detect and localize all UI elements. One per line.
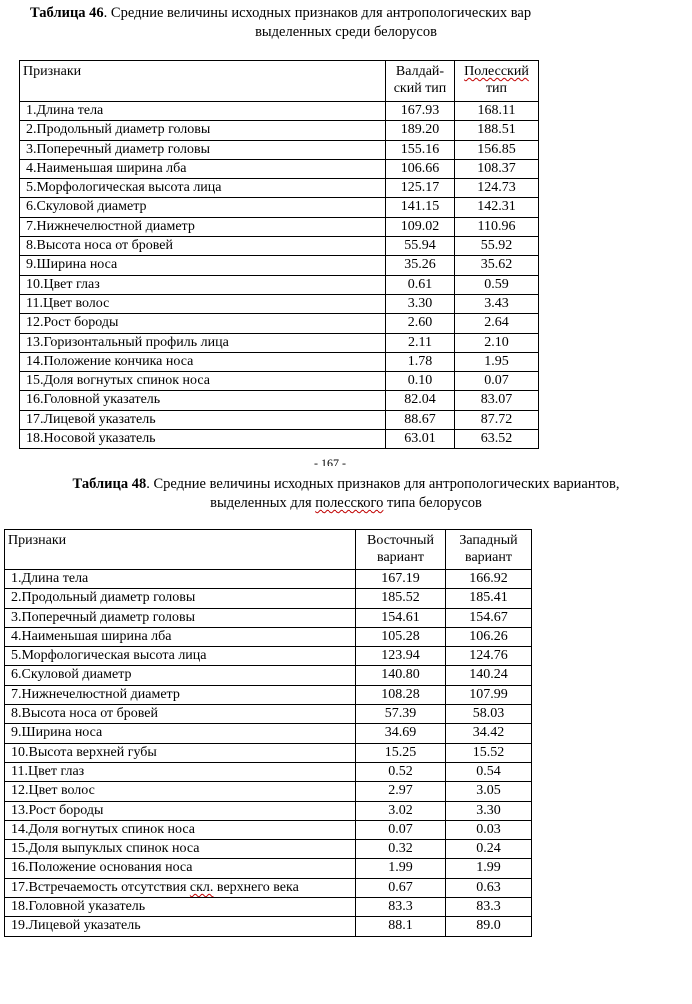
value-cell-2: 83.3 xyxy=(446,898,532,917)
row-label: 14.Доля вогнутых спинок носа xyxy=(5,820,356,839)
value-cell-2: 3.30 xyxy=(446,801,532,820)
value-cell-1: 63.01 xyxy=(386,430,455,449)
table-48-caption-line1 xyxy=(0,475,692,494)
value-cell-1: 2.60 xyxy=(386,314,455,333)
row-label: 13.Рост бороды xyxy=(5,801,356,820)
value-cell-1: 82.04 xyxy=(386,391,455,410)
table-row xyxy=(20,198,539,217)
value-cell-2: 0.07 xyxy=(455,372,539,391)
row-label: 10.Цвет глаз xyxy=(20,275,386,294)
table-row xyxy=(5,705,532,724)
column-header-line: вариант xyxy=(465,550,512,565)
page-number: - 167 - xyxy=(314,457,346,466)
table-row xyxy=(5,782,532,801)
value-cell-2: 168.11 xyxy=(455,102,539,121)
table-row xyxy=(5,898,532,917)
table-46-caption-line2: выделенных среди белорусов xyxy=(255,24,437,40)
value-cell-1: 3.02 xyxy=(356,801,446,820)
value-cell-2: 58.03 xyxy=(446,705,532,724)
value-cell-1: 0.61 xyxy=(386,275,455,294)
table-row xyxy=(5,743,532,762)
row-label-part: 17.Встречаемость отсутствия xyxy=(11,879,190,895)
column-header-line: Восточный xyxy=(367,533,434,548)
column-header-eastern xyxy=(356,530,446,570)
table-46 xyxy=(19,60,539,449)
row-label: 1.Длина тела xyxy=(5,570,356,589)
table-48-caption-bold: Таблица 48 xyxy=(72,476,147,492)
value-cell-1: 57.39 xyxy=(356,705,446,724)
row-label: 8.Высота носа от бровей xyxy=(20,237,386,256)
row-label: 11.Цвет волос xyxy=(20,294,386,313)
table-46-caption-bold: Таблица 46 xyxy=(30,5,104,21)
row-label-flagged-word: скл. xyxy=(189,879,214,895)
table-row xyxy=(5,840,532,859)
row-label: 16.Головной указатель xyxy=(20,391,386,410)
column-header-line: вариант xyxy=(377,550,424,565)
row-label: 19.Лицевой указатель xyxy=(5,917,356,936)
value-cell-1: 15.25 xyxy=(356,743,446,762)
row-label: 16.Положение основания носа xyxy=(5,859,356,878)
table-row xyxy=(20,159,539,178)
table-row xyxy=(5,666,532,685)
value-cell-1: 125.17 xyxy=(386,179,455,198)
row-label: 5.Морфологическая высота лица xyxy=(20,179,386,198)
caption-text-pre: выделенных для xyxy=(210,495,316,511)
value-cell-2: 124.73 xyxy=(455,179,539,198)
value-cell-2: 108.37 xyxy=(455,159,539,178)
value-cell-1: 189.20 xyxy=(386,121,455,140)
row-label: 18.Носовой указатель xyxy=(20,430,386,449)
table-row xyxy=(20,217,539,236)
value-cell-2: 107.99 xyxy=(446,685,532,704)
value-cell-1: 0.32 xyxy=(356,840,446,859)
row-label: 6.Скуловой диаметр xyxy=(20,198,386,217)
table-row xyxy=(5,570,532,589)
table-row xyxy=(5,647,532,666)
row-label: 7.Нижнечелюстной диаметр xyxy=(5,685,356,704)
table-row xyxy=(20,352,539,371)
table-row xyxy=(5,917,532,936)
table-row xyxy=(20,140,539,159)
value-cell-2: 166.92 xyxy=(446,570,532,589)
value-cell-2: 3.05 xyxy=(446,782,532,801)
row-label: 6.Скуловой диаметр xyxy=(5,666,356,685)
value-cell-1: 0.52 xyxy=(356,762,446,781)
value-cell-2: 156.85 xyxy=(455,140,539,159)
column-header-name: Признаки xyxy=(20,61,386,102)
table-46-caption-line1 xyxy=(30,4,590,23)
row-label-part: верхнего века xyxy=(213,879,299,895)
value-cell-2: 83.07 xyxy=(455,391,539,410)
row-label: 4.Наименьшая ширина лба xyxy=(5,627,356,646)
value-cell-1: 0.67 xyxy=(356,878,446,897)
value-cell-2: 87.72 xyxy=(455,410,539,429)
table-row xyxy=(5,589,532,608)
value-cell-1: 154.61 xyxy=(356,608,446,627)
column-header-polesie xyxy=(455,61,539,102)
value-cell-1: 1.78 xyxy=(386,352,455,371)
value-cell-1: 106.66 xyxy=(386,159,455,178)
value-cell-1: 108.28 xyxy=(356,685,446,704)
value-cell-2: 63.52 xyxy=(455,430,539,449)
caption-text-post: типа белорусов xyxy=(383,495,482,511)
row-label: 3.Поперечный диаметр головы xyxy=(20,140,386,159)
table-row xyxy=(20,410,539,429)
value-cell-2: 3.43 xyxy=(455,294,539,313)
value-cell-2: 185.41 xyxy=(446,589,532,608)
value-cell-1: 3.30 xyxy=(386,294,455,313)
table-row xyxy=(20,333,539,352)
value-cell-2: 0.03 xyxy=(446,820,532,839)
table-header-row xyxy=(20,61,539,102)
value-cell-2: 0.59 xyxy=(455,275,539,294)
table-row xyxy=(5,801,532,820)
value-cell-2: 2.64 xyxy=(455,314,539,333)
row-label: 8.Высота носа от бровей xyxy=(5,705,356,724)
table-row xyxy=(20,275,539,294)
table-row xyxy=(5,762,532,781)
column-header-western xyxy=(446,530,532,570)
value-cell-1: 105.28 xyxy=(356,627,446,646)
value-cell-2: 124.76 xyxy=(446,647,532,666)
table-row xyxy=(20,294,539,313)
table-row xyxy=(20,237,539,256)
table-row xyxy=(20,430,539,449)
table-row xyxy=(20,314,539,333)
value-cell-2: 106.26 xyxy=(446,627,532,646)
row-label xyxy=(5,878,356,897)
value-cell-2: 142.31 xyxy=(455,198,539,217)
value-cell-2: 1.99 xyxy=(446,859,532,878)
value-cell-2: 0.24 xyxy=(446,840,532,859)
table-row xyxy=(20,121,539,140)
row-label: 3.Поперечный диаметр головы xyxy=(5,608,356,627)
value-cell-1: 167.19 xyxy=(356,570,446,589)
column-header-name: Признаки xyxy=(5,530,356,570)
table-row xyxy=(5,820,532,839)
row-label: 15.Доля вогнутых спинок носа xyxy=(20,372,386,391)
table-row xyxy=(20,102,539,121)
table-48-caption-text: . Средние величины исходных признаков для антропологических вариантов, xyxy=(146,476,620,492)
value-cell-2: 89.0 xyxy=(446,917,532,936)
value-cell-2: 154.67 xyxy=(446,608,532,627)
table-row xyxy=(5,724,532,743)
row-label: 7.Нижнечелюстной диаметр xyxy=(20,217,386,236)
row-label: 12.Цвет волос xyxy=(5,782,356,801)
table-48 xyxy=(4,529,532,937)
value-cell-2: 2.10 xyxy=(455,333,539,352)
value-cell-1: 55.94 xyxy=(386,237,455,256)
table-row xyxy=(20,391,539,410)
value-cell-2: 55.92 xyxy=(455,237,539,256)
value-cell-2: 140.24 xyxy=(446,666,532,685)
row-label: 4.Наименьшая ширина лба xyxy=(20,159,386,178)
value-cell-1: 83.3 xyxy=(356,898,446,917)
row-label: 11.Цвет глаз xyxy=(5,762,356,781)
value-cell-1: 88.1 xyxy=(356,917,446,936)
row-label: 15.Доля выпуклых спинок носа xyxy=(5,840,356,859)
row-label: 9.Ширина носа xyxy=(5,724,356,743)
table-48-caption-line2 xyxy=(0,494,692,513)
value-cell-2: 35.62 xyxy=(455,256,539,275)
value-cell-1: 1.99 xyxy=(356,859,446,878)
column-header-line: ский тип xyxy=(393,81,447,96)
value-cell-1: 141.15 xyxy=(386,198,455,217)
value-cell-2: 34.42 xyxy=(446,724,532,743)
row-label: 13.Горизонтальный профиль лица xyxy=(20,333,386,352)
caption-text-flagged: полесского xyxy=(315,495,384,511)
value-cell-1: 109.02 xyxy=(386,217,455,236)
table-row xyxy=(20,179,539,198)
row-label: 12.Рост бороды xyxy=(20,314,386,333)
value-cell-1: 140.80 xyxy=(356,666,446,685)
row-label: 14.Положение кончика носа xyxy=(20,352,386,371)
row-label: 5.Морфологическая высота лица xyxy=(5,647,356,666)
value-cell-1: 155.16 xyxy=(386,140,455,159)
column-header-valdai xyxy=(386,61,455,102)
column-header-line: Полесский xyxy=(464,64,529,79)
row-label: 17.Лицевой указатель xyxy=(20,410,386,429)
table-row xyxy=(5,878,532,897)
value-cell-1: 2.11 xyxy=(386,333,455,352)
table-48-caption xyxy=(0,475,692,513)
row-label: 2.Продольный диаметр головы xyxy=(5,589,356,608)
value-cell-2: 0.54 xyxy=(446,762,532,781)
value-cell-2: 15.52 xyxy=(446,743,532,762)
table-row xyxy=(5,608,532,627)
value-cell-2: 188.51 xyxy=(455,121,539,140)
table-row xyxy=(5,685,532,704)
value-cell-1: 0.10 xyxy=(386,372,455,391)
row-label: 2.Продольный диаметр головы xyxy=(20,121,386,140)
value-cell-2: 0.63 xyxy=(446,878,532,897)
value-cell-1: 123.94 xyxy=(356,647,446,666)
value-cell-2: 1.95 xyxy=(455,352,539,371)
table-46-caption-text: . Средние величины исходных признаков для антропологических вар xyxy=(103,5,532,21)
value-cell-1: 2.97 xyxy=(356,782,446,801)
column-header-line: Валдай- xyxy=(395,64,445,79)
column-header-line: тип xyxy=(485,81,508,96)
table-row xyxy=(5,627,532,646)
value-cell-1: 185.52 xyxy=(356,589,446,608)
value-cell-1: 0.07 xyxy=(356,820,446,839)
row-label: 1.Длина тела xyxy=(20,102,386,121)
value-cell-1: 35.26 xyxy=(386,256,455,275)
value-cell-1: 34.69 xyxy=(356,724,446,743)
value-cell-2: 110.96 xyxy=(455,217,539,236)
table-row xyxy=(20,256,539,275)
value-cell-1: 88.67 xyxy=(386,410,455,429)
value-cell-1: 167.93 xyxy=(386,102,455,121)
table-header-row xyxy=(5,530,532,570)
row-label: 18.Головной указатель xyxy=(5,898,356,917)
row-label: 9.Ширина носа xyxy=(20,256,386,275)
column-header-line: Западный xyxy=(459,533,518,548)
row-label: 10.Высота верхней губы xyxy=(5,743,356,762)
table-row xyxy=(20,372,539,391)
table-row xyxy=(5,859,532,878)
